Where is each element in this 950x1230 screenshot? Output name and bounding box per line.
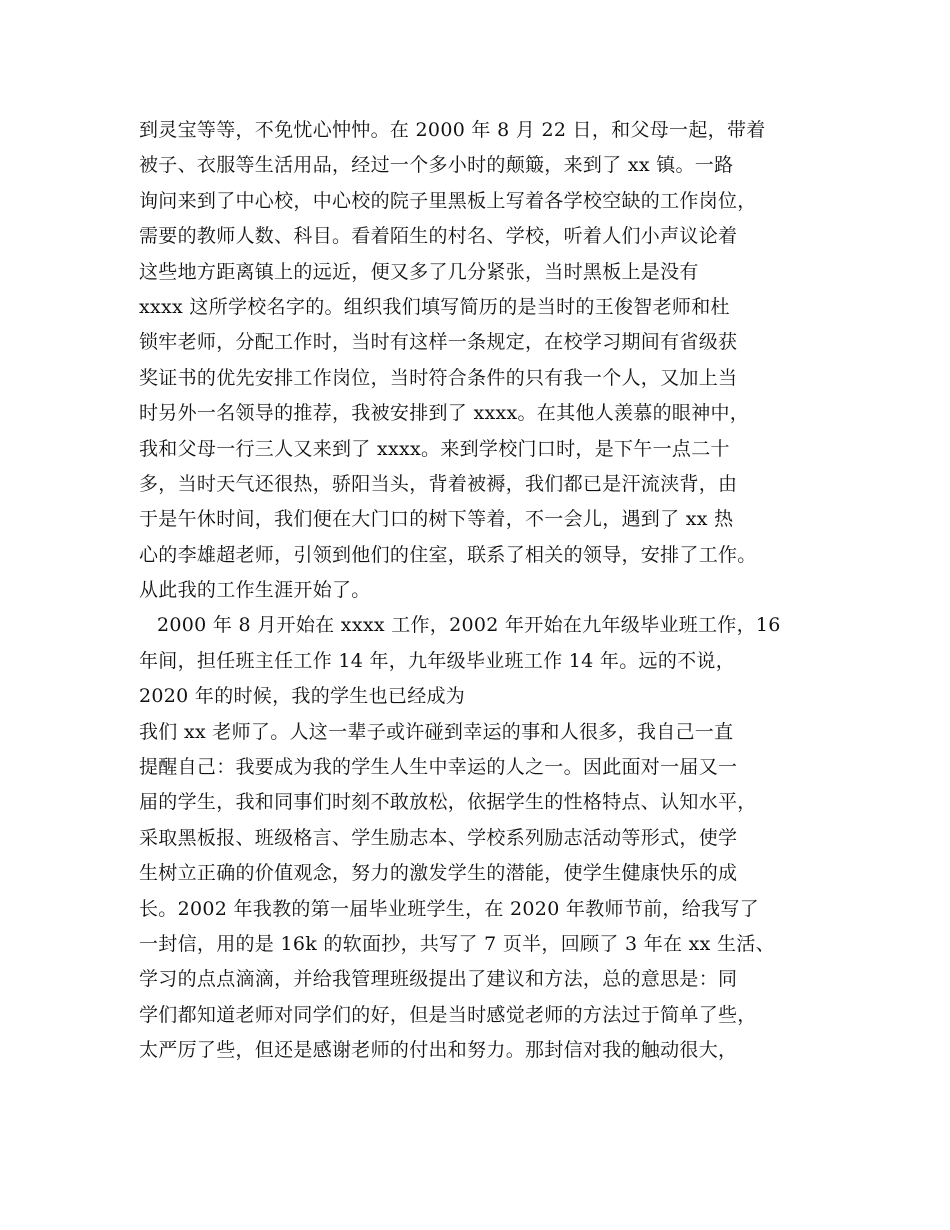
text-line: 太严厉了些，但还是感谢老师的付出和努力。那封信对我的触动很大， (139, 1039, 738, 1062)
text-line: 到灵宝等等，不免忧心忡忡。在 2000 年 8 月 22 日，和父母一起，带着 (139, 119, 766, 141)
text-line: 2020 年的时候，我的学生也已经成为 (139, 685, 466, 708)
text-line: 生树立正确的价值观念，努力的激发学生的潜能，使学生健康快乐的成 (139, 862, 738, 885)
text-line: 学习的点点滴滴，并给我管理班级提出了建议和方法，总的意思是：同 (139, 968, 738, 991)
text-line: 被子、衣服等生活用品，经过一个多小时的颠簸，来到了 xx 镇。一路 (139, 154, 734, 177)
text-line: 提醒自己：我要成为我的学生人生中幸运的人之一。因此面对一届又一 (139, 756, 738, 779)
text-line: 一封信，用的是 16k 的软面抄，共写了 7 页半，回顾了 3 年在 xx 生活、 (139, 932, 775, 955)
text-line: 心的李雄超老师，引领到他们的住室，联系了相关的领导，安排了工作。 (139, 543, 757, 566)
text-line: 这些地方距离镇上的远近，便又多了几分紧张，当时黑板上是没有 (139, 260, 699, 283)
text-line: 长。2002 年我教的第一届毕业班学生，在 2020 年教师节前，给我写了 (139, 897, 759, 920)
text-line: 我和父母一行三人又来到了 xxxx。来到学校门口时，是下午一点二十 (139, 437, 730, 460)
text-line: 届的学生，我和同事们时刻不敢放松，依据学生的性格特点、认知水平， (139, 791, 757, 814)
text-line: 多，当时天气还很热，骄阳当头，背着被褥，我们都已是汗流浃背，由 (139, 472, 738, 495)
text-line: 奖证书的优先安排工作岗位，当时符合条件的只有我一个人，又加上当 (139, 366, 738, 389)
text-line: 我们 xx 老师了。人这一辈子或许碰到幸运的事和人很多，我自己一直 (139, 720, 734, 743)
text-line: 学们都知道老师对同学们的好，但是当时感觉老师的方法过于简单了些， (139, 1003, 757, 1026)
paragraph-start-line: 2000 年 8 月开始在 xxxx 工作，2002 年开始在九年级毕业班工作，16 (157, 614, 781, 637)
text-line: 锁牢老师，分配工作时，当时有这样一条规定，在校学习期间有省级获 (139, 331, 738, 354)
text-line: xxxx 这所学校名字的。组织我们填写简历的是当时的王俊智老师和杜 (139, 295, 730, 318)
text-line: 询问来到了中心校，中心校的院子里黑板上写着各学校空缺的工作岗位， (139, 189, 757, 212)
text-line: 采取黑板报、班级格言、学生励志本、学校系列励志活动等形式，使学 (139, 826, 738, 849)
text-line: 时另外一名领导的推荐，我被安排到了 xxxx。在其他人羡慕的眼神中， (139, 402, 750, 425)
text-line: 年间，担任班主任工作 14 年，九年级毕业班工作 14 年。远的不说， (139, 649, 736, 672)
body-text (139, 113, 839, 1069)
text-line: 从此我的工作生涯开始了。 (139, 579, 371, 602)
text-line: 于是午休时间，我们便在大门口的树下等着，不一会儿，遇到了 xx 热 (139, 508, 734, 531)
text-line: 需要的教师人数、科目。看着陌生的村名、学校，听着人们小声议论着 (139, 225, 738, 248)
